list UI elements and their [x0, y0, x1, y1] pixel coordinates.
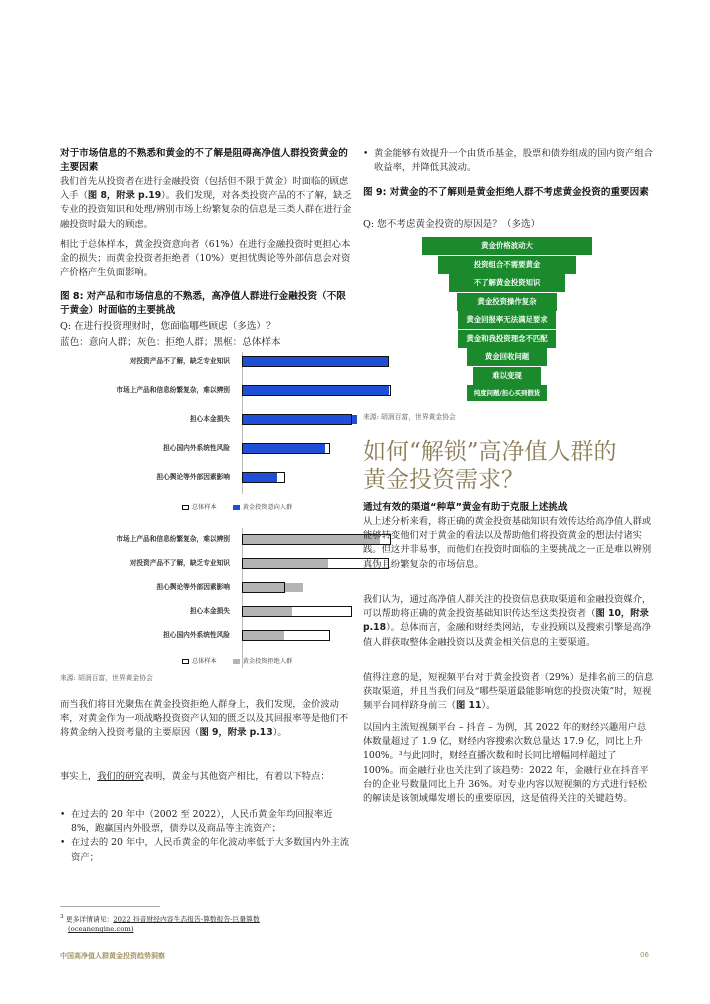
gold-features-list: [60, 808, 352, 865]
bar-frame-total: [242, 630, 330, 641]
funnel-step: 纯度问题/担心买到假货: [467, 385, 547, 401]
category-label: 担心本金损失: [189, 415, 230, 423]
footer-report-title: 中国高净值人群黄金投资趋势洞察: [60, 952, 165, 960]
figure-8-source: 来源: 胡润百富，世界黄金协会: [60, 674, 153, 682]
footnote-divider: [60, 906, 160, 907]
legend-swatch-total: [182, 505, 189, 510]
funnel-step: 不了解黄金投资知识: [449, 274, 565, 292]
chart-axis: [242, 528, 243, 668]
bar-frame-total: [242, 414, 352, 425]
category-label: 对投资产品不了解，缺乏专业知识: [129, 559, 230, 567]
legend-swatch-intent: [233, 505, 240, 510]
footnote-link-domain[interactable]: (oceanengine.com): [68, 925, 134, 934]
category-label: 市场上产品和信息纷繁复杂，难以辨别: [116, 386, 230, 394]
figure-8-color-note: 蓝色：意向人群；灰色：拒绝人群；黑框：总体样本: [60, 337, 281, 348]
bar-frame-total: [242, 606, 352, 617]
bar-frame-total: [242, 443, 330, 454]
figure-9-title: 图 9: 对黄金的不了解则是黄金拒绝人群不考虑黄金投资的重要因素: [363, 187, 649, 198]
funnel-step: 黄金回报率无法满足要求: [458, 311, 556, 329]
section-heading-market-info: 对于市场信息的不熟悉和黄金的不了解是阻碍高净值人群投资黄金的主要因素: [60, 148, 348, 173]
paragraph-comparison: 相比于总体样本，黄金投资意向者（61%）在进行金融投资时更担心本金的损失；而黄金投资者拒绝者（10%）更担忧舆论等外部信息会对资产价格产生负面影响。: [60, 239, 351, 279]
figure-9-funnel: [363, 237, 653, 404]
paragraph-investor-concerns: 我们首先从投资者在进行金融投资（包括但不限于黄金）时面临的顾虑入手（图 8，附录 p.19）。我们发现，对各类投资产品的不了解，缺乏专业的投资知识和处理/辨别市场上纷繁复杂的信息是三类人群在进行金融投资时最大的顾虑。: [60, 176, 352, 230]
category-label: 担心本金损失: [189, 607, 230, 615]
category-label: 担心国内外系统性风险: [163, 444, 230, 452]
figure-8-title: 图 8: 对产品和市场信息的不熟悉，高净值人群进行金融投资（不限于黄金）时面临的主要挑战: [60, 291, 346, 316]
bar-frame-total: [242, 582, 285, 593]
paragraph-channels: 我们认为，通过高净值人群关注的投资信息获取渠道和金融投资媒介，可以帮助将正确的黄金投资基础知识传达至这类投资者（图 10，附录 p.18）。总体而言，金融和财经类网站，专业投顾以及搜索引擎是高净值人群获取整体金融投资以及黄金相关信息的主要渠道。: [363, 594, 652, 648]
category-label: 对投资产品不了解，缺乏专业知识: [129, 357, 230, 365]
paragraph-analysis: 从上述分析来看，将正确的黄金投资基础知识有效传达给高净值人群或能够转变他们对于黄金的看法以及帮助他们将投资黄金的想法付诸实践。但这并非易事，而他们在投资时面临的主要挑战之一正是难以辨别真伪且纷繁复杂的市场信息。: [363, 516, 652, 570]
category-label: 担心舆论等外部因素影响: [156, 583, 230, 591]
funnel-step: 黄金回收问题: [467, 348, 547, 366]
figure-8-chart-intent: [60, 352, 352, 522]
footnote: $^3$ 更多详情请见：2022 抖音财经内容生态报告-算数报告-巨量算数 (oceanengine.com): [60, 914, 260, 934]
category-label: 市场上产品和信息纷繁复杂，难以辨别: [116, 535, 230, 543]
category-label: 担心国内外系统性风险: [163, 631, 230, 639]
figure-8-question: Q: 在进行投资理财时，您面临哪些顾虑（多选）？: [60, 321, 276, 332]
paragraph-douyin: 以国内主流短视频平台 – 抖音 – 为例，其 2022 年的财经兴趣用户总体数量超过了 1.9 亿，财经内容搜索次数总量达 17.9 亿，同比上升 100%。³与此同时，财经直播次数和时长同比增幅同样超过了 100%。而金融行业也关注到了该趋势：2022 年，金融行业在抖音平台的企业号数量同比上升 36%。对专业内容以短视频的方式进行轻松的解读是该领域爆发增长的重要原因，这是值得关注的关键趋势。: [363, 722, 649, 805]
funnel-step: 黄金价格波动大: [422, 237, 592, 255]
section-heading-channels: 通过有效的渠道“种草”黄金有助于克服上述挑战: [363, 502, 568, 513]
list-item: • 黄金能够有效提升一个由货币基金，股票和债券组成的国内资产组合收益率，并降低其波动。: [363, 148, 653, 174]
footnote-link[interactable]: 2022 抖音财经内容生态报告-算数报告-巨量算数: [113, 915, 260, 924]
funnel-step: 黄金和我投资理念不匹配: [458, 330, 556, 348]
paragraph-rejecters: 而当我们将目光聚焦在黄金投资拒绝人群身上，我们发现，金价波动率，对黄金作为一项战略投资资产认知的匮乏以及其回报率等是他们不将黄金纳入投资考量的主要原因（图 9，附录 p.13）。: [60, 699, 349, 739]
legend-swatch-reject: [233, 659, 240, 664]
funnel-step: 黄金投资操作复杂: [457, 293, 557, 311]
chart-legend: 总体样本 黄金投资拒绝人群: [182, 656, 292, 665]
paragraph-gold-features: 事实上，我们的研究表明，黄金与其他资产相比，有着以下特点：: [60, 771, 330, 782]
figure-ref: 图 8，附录 p.19: [87, 190, 162, 202]
paragraph-short-video: 值得注意的是，短视频平台对于黄金投资者（29%）是排名前三的信息获取渠道，并且当我们问及“哪些渠道最能影响您的投资决策”时，短视频平台同样跻身前三（图 11）。: [363, 672, 654, 712]
figure-9-source: 来源: 胡润百富，世界黄金协会: [363, 413, 456, 421]
research-link[interactable]: 我们的研究: [97, 771, 144, 782]
figure-ref: 图 9，附录 p.13: [199, 727, 273, 739]
list-item: • 在过去的 20 年中（2002 至 2022），人民币黄金年均回报率近 8%，跑赢国内外股票，债券以及商品等主流资产；: [60, 809, 333, 835]
funnel-step: 投资组合不需要黄金: [438, 256, 576, 274]
right-bullet: [363, 147, 653, 175]
figure-ref: 图 10，附录 p.18: [363, 608, 649, 634]
category-label: 担心舆论等外部因素影响: [156, 473, 230, 481]
section-title: 如何“解锁”高净值人群的 黄金投资需求？: [363, 439, 617, 493]
list-item: • 在过去的 20 年中，人民币黄金的年化波动率低于大多数国内外主流资产；: [60, 837, 350, 863]
legend-swatch-total: [182, 659, 189, 664]
figure-ref: 图 11: [455, 700, 482, 712]
figure-9-question: Q: 您不考虑黄金投资的原因是？（多选）: [363, 219, 541, 230]
page-number: 06: [640, 951, 649, 959]
bar-frame-total: [242, 472, 285, 483]
funnel-step: 难以变现: [473, 367, 541, 385]
chart-legend: 总体样本 黄金投资意向人群: [182, 502, 292, 511]
